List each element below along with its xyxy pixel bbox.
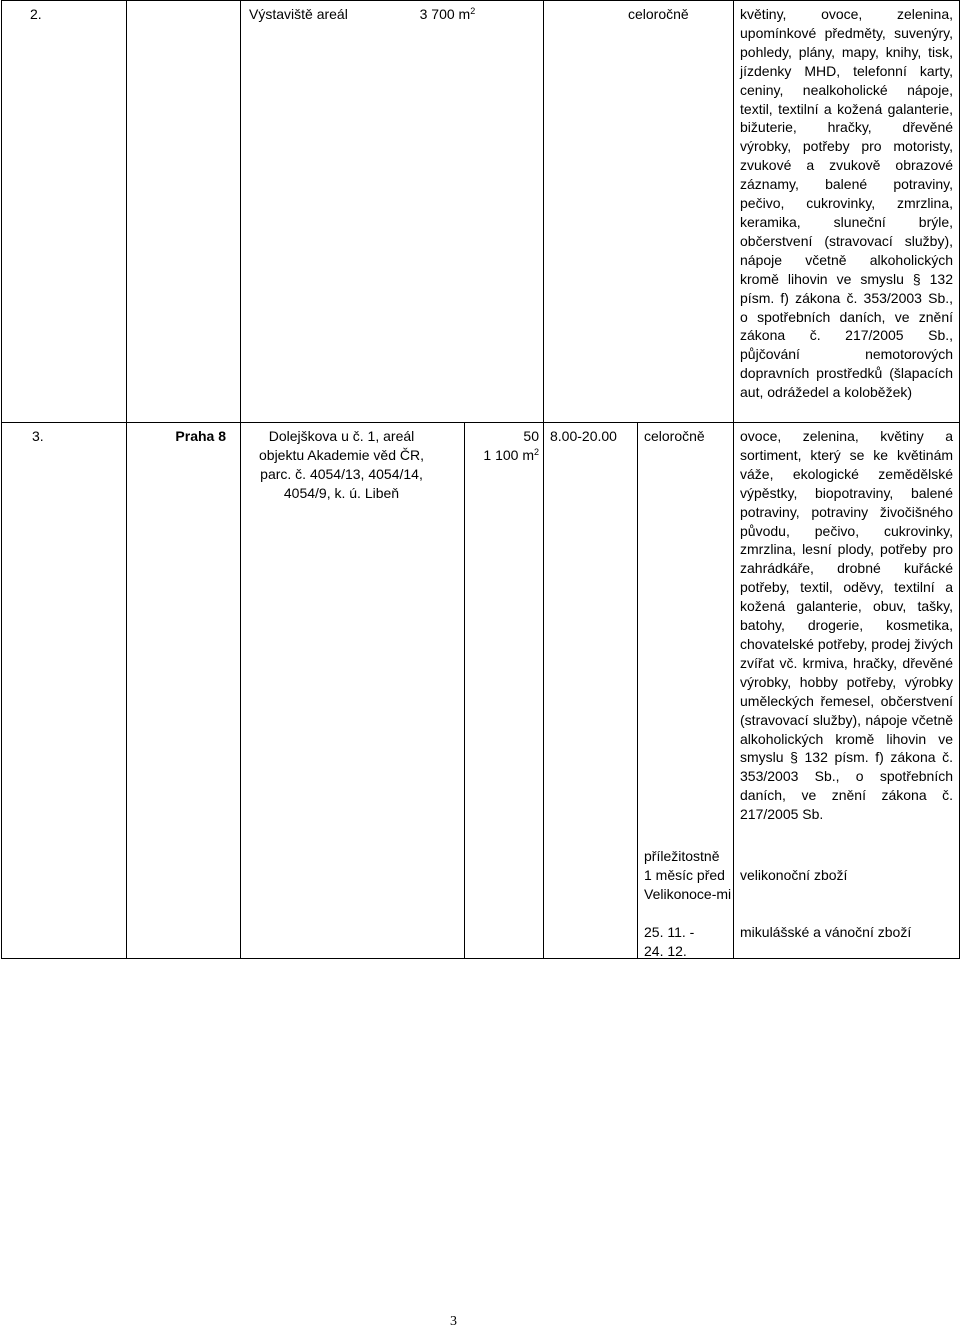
xmas-period: 25. 11. - 24. 12. bbox=[644, 924, 695, 959]
district: Praha 8 bbox=[175, 428, 226, 444]
district-cell bbox=[127, 423, 241, 959]
goods-cell bbox=[734, 423, 960, 959]
area: 1 100 $m^2$ bbox=[483, 446, 539, 463]
location: Dolejškova u č. 1, areál objektu Akademie věd ČR, parc. č. 4054/13, 4054/14, 4054/9, k. ú. Libeň bbox=[259, 428, 424, 501]
page-number: 3 bbox=[450, 1314, 457, 1329]
row-number: 2. bbox=[30, 6, 42, 22]
places: 50 bbox=[523, 428, 539, 444]
period-cell bbox=[638, 423, 734, 959]
places-area-cell bbox=[465, 423, 544, 959]
hours-cell bbox=[544, 423, 638, 959]
location: Výstaviště areál bbox=[249, 6, 348, 22]
market-table bbox=[1, 0, 960, 959]
occasional-label: příležitostně bbox=[644, 848, 720, 864]
row-number-cell bbox=[2, 1, 127, 423]
goods-text: ovoce, zelenina, květiny a sortiment, který se ke květinám váže, ekologické zemědělské výpěstky, biopotraviny, balené potraviny, potraviny živočišného původu, pečivo, cukrovinky, zmrzlina, lesní plody, potřeby pro zahrádkáře, drobné kuřácké potřeby, textil, oděvy, textilní a kožená galanterie, obuv, tašky, batohy, drogerie, kosmetika, chovatelské potřeby, prodej živých zvířat vč. krmiva, hračky, dřevěné výrobky, hobby potřeby, výrobky uměleckých řemesel, občerstvení (stravovací služby), nápoje včetně alkoholických kromě lihovin ve smyslu § 132 písm. f) zákona č. 353/2003 Sb., o spotřebních daních, ve znění zákona č. 217/2005 Sb. bbox=[740, 428, 954, 823]
goods-text: květiny, ovoce, zelenina, upomínkové předměty, suvenýry, pohledy, plány, mapy, knihy, tisk, jízdenky MHD, telefonní karty, ceniny, nealkoholické nápoje, textil, textilní a kožená galanterie, bižuterie, hračky, dřevěné výrobky, potřeby pro motoristy, zvukové a zvukově obrazové záznamy, balené potraviny, pečivo, cukrovinky, zmrzlina, keramika, sluneční brýle, občerstvení (stravovací služby), nápoje včetně alkoholických kromě lihovin ve smyslu § 132 písm. f) zákona č. 353/2003 Sb., o spotřebních daních, ve znění zákona č. 217/2005 Sb., půjčování nemotorových dopravních prostředků (šlapacích aut, odrážedel a koloběžek) bbox=[740, 6, 954, 401]
xmas-goods: mikulášské a vánoční zboží bbox=[740, 924, 912, 940]
table-row bbox=[2, 1, 960, 423]
easter-goods: velikonoční zboží bbox=[740, 867, 848, 883]
period-cell bbox=[544, 1, 734, 423]
row-number-cell bbox=[2, 423, 127, 959]
location-cell bbox=[241, 423, 465, 959]
period: celoročně bbox=[628, 6, 689, 22]
row-number: 3. bbox=[32, 428, 44, 444]
period: celoročně bbox=[644, 428, 705, 444]
goods-cell bbox=[734, 1, 960, 423]
hours: 8.00-20.00 bbox=[550, 428, 617, 444]
area: 3 700 $m^2$ bbox=[419, 6, 476, 22]
location-cell bbox=[241, 1, 544, 423]
district-cell bbox=[127, 1, 241, 423]
table-row bbox=[2, 423, 960, 959]
easter-period: 1 měsíc před Velikonoce-mi bbox=[644, 867, 732, 902]
